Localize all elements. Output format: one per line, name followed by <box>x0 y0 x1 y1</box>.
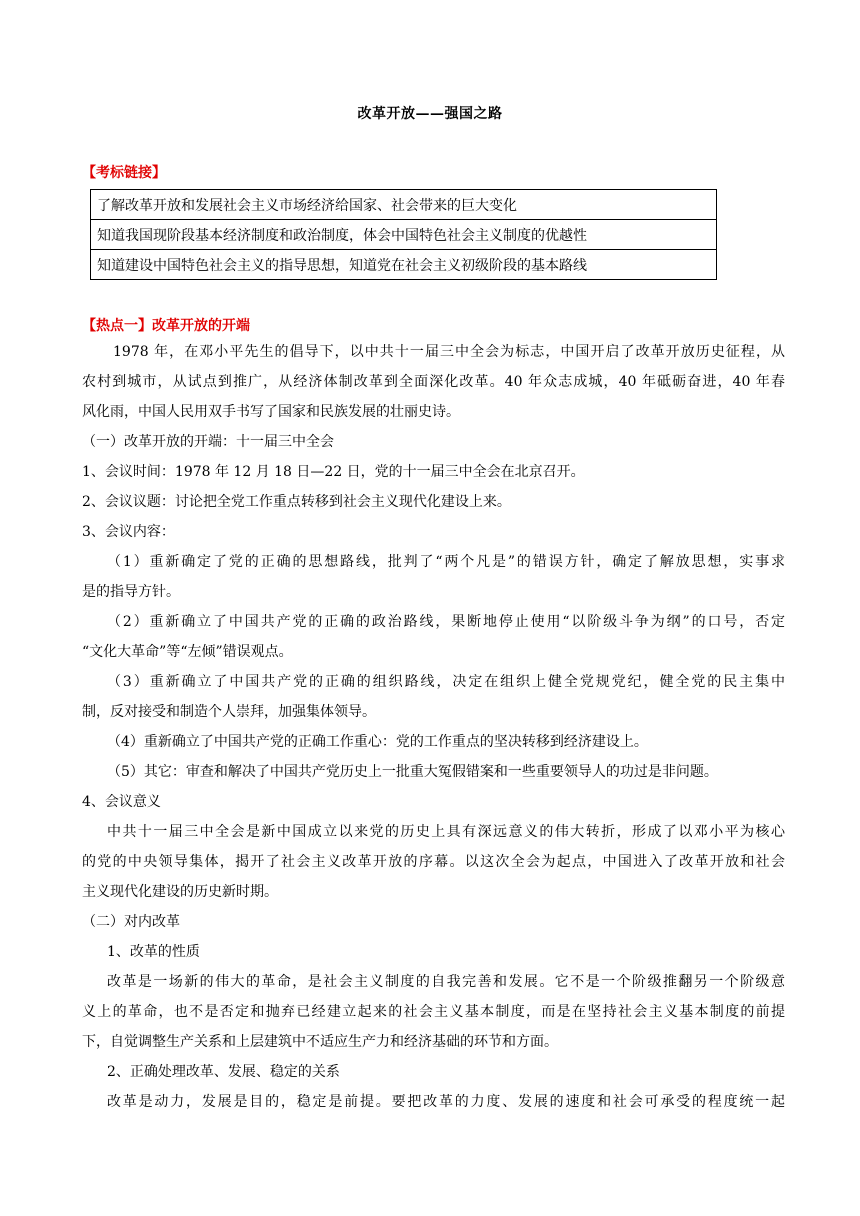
paragraph-line: 改革是一场新的伟大的革命，是社会主义制度的自我完善和发展。它不是一个阶级推翻另一个阶级意 <box>107 974 785 990</box>
paragraph-line: 1、会议时间：1978 年 12 月 18 日—22 日，党的十一届三中全会在北京召开。 <box>82 464 585 480</box>
table-row <box>91 190 717 220</box>
kaobiao-heading: 【考标链接】 <box>82 165 166 181</box>
paragraph-line: （2）重新确立了中国共产党的正确的政治路线，果断地停止使用“以阶级斗争为纲”的口号，否定 <box>107 614 785 630</box>
paragraph-line: 2、正确处理改革、发展、稳定的关系 <box>107 1064 340 1080</box>
table-cell: 知道我国现阶段基本经济制度和政治制度，体会中国特色社会主义制度的优越性 <box>91 220 717 250</box>
paragraph-line: （4）重新确立了中国共产党的正确工作重心：党的工作重点的坚决转移到经济建设上。 <box>107 734 648 750</box>
paragraph-line: 义上的革命，也不是否定和抛弃已经建立起来的社会主义基本制度，而是在坚持社会主义基本制度的前提 <box>82 1004 785 1020</box>
paragraph-line: 1、改革的性质 <box>107 944 200 960</box>
paragraph-line: （3）重新确立了中国共产党的正确的组织路线，决定在组织上健全党规党纪，健全党的民主集中 <box>107 674 785 690</box>
paragraph-line: 3、会议内容： <box>82 524 175 540</box>
paragraph-line: 2、会议议题：讨论把全党工作重点转移到社会主义现代化建设上来。 <box>82 494 511 510</box>
table-row <box>91 220 717 250</box>
document-title: 改革开放——强国之路 <box>357 106 503 122</box>
paragraph-line: 是的指导方针。 <box>82 584 180 600</box>
paragraph-line: 制，反对接受和制造个人崇拜，加强集体领导。 <box>82 704 376 720</box>
section-heading: （一）改革开放的开端：十一届三中全会 <box>82 434 334 450</box>
paragraph-line: 的党的中央领导集体，揭开了社会主义改革开放的序幕。以这次全会为起点，中国进入了改革开放和社会 <box>82 854 785 870</box>
paragraph-line: 主义现代化建设的历史新时期。 <box>82 884 278 900</box>
paragraph-line: 1978 年，在邓小平先生的倡导下，以中共十一届三中全会为标志，中国开启了改革开放历史征程，从 <box>113 344 785 360</box>
paragraph-line: “文化大革命”等“左倾”错误观点。 <box>82 644 293 660</box>
paragraph-line: （5）其它：审查和解决了中国共产党历史上一批重大冤假错案和一些重要领导人的功过是非问题。 <box>107 764 718 780</box>
paragraph-line: 改革是动力，发展是目的，稳定是前提。要把改革的力度、发展的速度和社会可承受的程度统一起 <box>107 1094 785 1110</box>
paragraph-line: 中共十一届三中全会是新中国成立以来党的历史上具有深远意义的伟大转折，形成了以邓小平为核心 <box>107 824 785 840</box>
kaobiao-table <box>90 189 717 280</box>
paragraph-line: 4、会议意义 <box>82 794 161 810</box>
table-cell: 知道建设中国特色社会主义的指导思想，知道党在社会主义初级阶段的基本路线 <box>91 250 717 280</box>
hotspot-heading: 【热点一】改革开放的开端 <box>82 318 250 334</box>
section-heading: （二）对内改革 <box>82 914 180 930</box>
table-row <box>91 250 717 280</box>
paragraph-line: 风化雨，中国人民用双手书写了国家和民族发展的壮丽史诗。 <box>82 404 460 420</box>
paragraph-line: （1）重新确定了党的正确的思想路线，批判了“两个凡是”的错误方针，确定了解放思想，实事求 <box>107 554 785 570</box>
paragraph-line: 下，自觉调整生产关系和上层建筑中不适应生产力和经济基础的环节和方面。 <box>82 1034 558 1050</box>
table-cell: 了解改革开放和发展社会主义市场经济给国家、社会带来的巨大变化 <box>91 190 717 220</box>
paragraph-line: 农村到城市，从试点到推广，从经济体制改革到全面深化改革。40 年众志成城，40 年砥砺奋进，40 年春 <box>82 374 785 390</box>
